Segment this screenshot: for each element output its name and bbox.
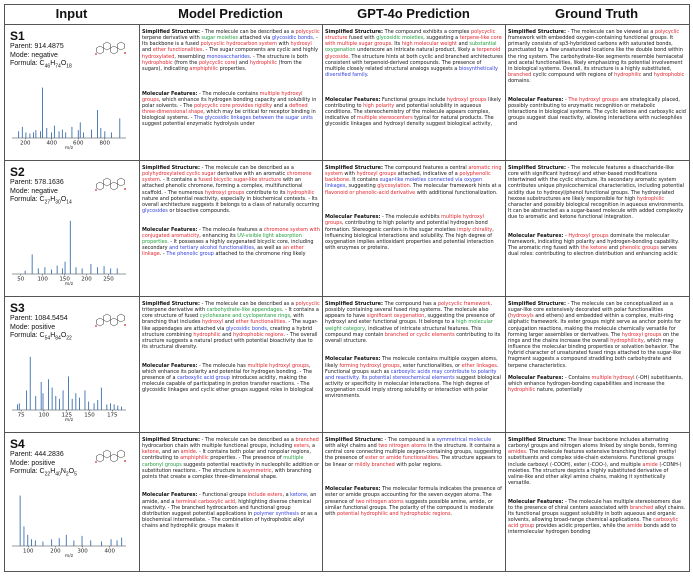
molecular-formula: Formula: $C_{54}H_{84}O_{22}$ bbox=[10, 332, 72, 342]
ion-mode: Mode: positive bbox=[10, 323, 56, 331]
gpt4o-prediction-text: Simplified Structure: The compound has a polycyclic framework, possibly containing several fused ring systems. The molecule also appears to have significant oxygenation, suggesting the presence of hydroxyl and ester functional groups. It belongs to a high molecular weight category, indicative of intricate structural features. This compound may contain branched or cyclic elements contributing to its overall structure. Molecular Features: The molecule contains multiple oxygen atoms, likely forming hydroxyl groups, ester functionalities, or ether linkages. Functional groups such as carboxylic acids may contribute to polarity and reactivity. Its potential stereochemical elements suggest biological activity or specificity in molecular interactions. The high degree of oxygenation could imply strong solubility or interaction with polar environments. bbox=[325, 301, 501, 400]
sample-id: S4 bbox=[10, 437, 25, 451]
x-axis-label: m/z bbox=[64, 418, 74, 423]
sample-id: S1 bbox=[10, 29, 25, 43]
row-divider bbox=[4, 432, 690, 433]
gpt4o-prediction-text: Simplified Structure: The compound features a central aromatic ring system with hydroxyl groups attached, indicative of a polyphenolic backbone. It contains sugar-like moieties connected via oxygen linkages, suggesting glycosylation. The molecular framework hints at a flavonoid or phenolic-acid derivative with additional functionalization. Molecular Features: - The molecule exhibits multiple hydroxyl groups, contributing to high polarity and potential hydrogen bond formation. Stereogenic centers in the sugar moieties imply chirality, influencing biological interactions and solubility. The high degree of oxygenation implies antioxidant properties and potential interaction with enzymes or proteins. bbox=[325, 165, 502, 252]
header-ground-truth: Ground Truth bbox=[554, 6, 639, 21]
x-tick-label: 400 bbox=[104, 548, 115, 555]
oxygen-atom bbox=[95, 53, 97, 55]
oxygen-atom bbox=[95, 189, 97, 191]
molecular-formula: Formula: $C_{22}H_{40}N_2O_5$ bbox=[10, 468, 77, 478]
x-tick-label: 125 bbox=[61, 412, 72, 419]
x-tick-label: 800 bbox=[99, 140, 111, 147]
header-input: Input bbox=[55, 6, 88, 21]
x-axis-label: m/z bbox=[64, 554, 74, 559]
molecule-ring bbox=[111, 46, 118, 54]
molecule-ring bbox=[111, 454, 118, 462]
column-divider bbox=[139, 24, 140, 572]
molecule-ring bbox=[111, 318, 118, 326]
sample-id: S3 bbox=[10, 301, 25, 315]
ion-mode: Mode: negative bbox=[10, 51, 58, 59]
x-tick-label: 100 bbox=[38, 412, 50, 419]
ion-mode: Mode: positive bbox=[10, 459, 56, 467]
x-tick-label: 200 bbox=[20, 140, 31, 147]
model-prediction-text: Simplified Structure: - The molecule can be described as a polycyclic terpene derivative with sugar moieties attached via glycosidic bonds. - Its backbone is a fused polycyclic hydrocarbon system with hydroxyl and ether functionalities. - The sugar components are cyclic and highly hydroxylated, resembling monosaccharides. - The structure is both hydrophobic (from the polycyclic core) and hydrophilic (from the sugars), indicating amphiphilic properties. Molecular Features: - The molecule contains multiple hydroxyl groups, which enhance its hydrogen bonding capacity and solubility in polar solvents. - The polycyclic core provides rigidity and a defined three-dimensional shape, which may be critical for receptor binding in biological systems. - The glycosidic linkages between the sugar units suggest potential enzymatic hydrolysis under bbox=[142, 29, 320, 128]
x-tick-label: 150 bbox=[59, 276, 70, 283]
molecule-ring bbox=[118, 42, 125, 50]
spectrum-plot bbox=[10, 212, 128, 287]
ground-truth-text: Simplified Structure: - The molecule can be viewed as a polycyclic framework with embedded oxygen-containing functional groups. It primarily consists of sp3-hybridized carbons with saturated bonds, punctuated by a few unsaturated locations like the double bond within the ring system. The carbohydrate-like segments resemble hemiacetal and acetal functionalities, likely emphasizing its potential involvement in biological systems. Overall, its structure is a highly substituted, branched cyclic compound with regions of hydrophilic and hydrophobic domains. Molecular Features: - The hydroxyl groups are strategically placed, possibly contributing to enzymatic recognition or metabolic interactions in biological systems. The cyclic ketone and carboxylic acid groups suggest dual reactivity, allowing interactions with nucleophiles and bbox=[508, 29, 686, 128]
mass-spectrum bbox=[10, 484, 128, 559]
gpt4o-prediction-text: Simplified Structure: The compound exhibits a complex polycyclic structure fused with glycosidic moieties, suggesting a terpene-like core with multiple sugar groups. Its high molecular weight and substantial oxygenation underscore an intricate natural product, likely a terpenoid glycoside. The structure hints at both cyclic and branched architectures consistent with terpenoid-derived compounds. The presence of multiple closely related structural analogs suggests a biosynthetically diversified family. Molecular Features: Functional groups include hydroxyl groups likely contributing to high polarity and potential solubility in aqueous conditions. The stereochemistry of the molecule appears complex, indicative of multiple stereocenters typical for natural products. The glycosidic linkages and hydroxyl density suggest biological activity, bbox=[325, 29, 503, 128]
row-divider bbox=[4, 160, 690, 161]
molecule-svg bbox=[92, 446, 130, 468]
x-tick-label: 300 bbox=[77, 548, 88, 555]
spectrum-plot bbox=[10, 348, 128, 423]
molecule-svg bbox=[92, 38, 130, 60]
oxygen-atom bbox=[124, 460, 126, 462]
molecule-ring bbox=[104, 314, 111, 322]
molecule-ring bbox=[111, 182, 118, 190]
molecule-ring bbox=[104, 178, 111, 186]
oxygen-atom bbox=[124, 188, 126, 190]
x-tick-label: 100 bbox=[37, 276, 48, 283]
parent-mass: Parent: 1084.5454 bbox=[10, 315, 68, 322]
molecule-svg bbox=[92, 174, 130, 196]
molecule-structure-image bbox=[92, 446, 130, 468]
x-tick-label: 600 bbox=[73, 140, 84, 147]
model-prediction-text: Simplified Structure: - The molecule can be described as a polycyclic triterpene derivative with carbohydrate-like appendages. - It contains a core structure of fused cyclohexane and cyclopentane rings, with branching that includes hydroxyl and ether functionalities. - The sugar-like appendages are attached via glycosidic bonds, creating a hybrid structure combining hydrophilic and hydrophobic regions. - The overall structure suggests a natural product with potential bioactivity due to its structural diversity. Molecular Features: - The molecule has multiple hydroxyl groups, which enhance its polarity and potential for hydrogen bonding. - The presence of a carboxylic acid group introduces acidity, making the molecule capable of participating in proton transfer reactions. - The glycosidic linkages and cyclic ether groups suggest roles in biological bbox=[142, 301, 320, 394]
x-tick-label: 200 bbox=[81, 276, 92, 283]
molecule-ring bbox=[97, 182, 104, 190]
header-model-prediction: Model Prediction bbox=[178, 6, 283, 21]
ground-truth-text: Simplified Structure: - The molecule can be conceptualized as a sugar-like core extensively decorated with polar functionalities (hydroxyls and ethers) and embedded within a complex, multi-ring aliphatic framework. Its ester groups might serve as anchor points for conjugation reactions, making the molecule chemically versatile for forming larger assemblies or derivatives. The hydroxyl groups on the rings and the chains increase the overall hydrophilicity, which may influence the molecular binding properties or solvation behavior. The hybrid character of unsaturated fused rings attached to the sugar-like fragment suggests a compound straddling both carbohydrate and terpene characteristics. Molecular Features: - Contains multiple hydroxyl (-OH) substituents, which enhance hydrogen-bonding capabilities and increase the hydrophilic nature, potentially bbox=[508, 301, 684, 394]
x-tick-label: 400 bbox=[46, 140, 58, 147]
model-prediction-text: Simplified Structure: - The molecule can be described as a branched hydrocarbon chain with multiple functional groups, including esters, a ketone, and an amide. - It contains both polar and nonpolar regions, contributing to amphiphilic properties. - The presence of multiple carbonyl groups suggests potential reactivity in nucleophilic addition or substitution reactions. - The structure is asymmetric, with branching points that create a complex three-dimensional shape. Molecular Features: - Functional groups include esters, a ketone, an amide, and a terminal carboxylic acid, highlighting diverse chemical reactivity. - The branched hydrocarbon and functional group distribution suggest potential applications in polymer synthesis or as a biochemical intermediate. - The combination of hydrophobic alkyl chains and hydrophilic groups makes it bbox=[142, 437, 320, 530]
molecule-svg bbox=[92, 310, 130, 332]
molecule-structure-image bbox=[92, 310, 130, 332]
molecule-ring bbox=[118, 450, 125, 458]
spectrum-plot bbox=[10, 484, 128, 559]
molecular-formula: Formula: $C_{27}H_{30}O_{14}$ bbox=[10, 196, 72, 206]
x-tick-label: 250 bbox=[103, 276, 114, 283]
sample-id: S2 bbox=[10, 165, 25, 179]
x-tick-label: 100 bbox=[23, 548, 34, 555]
ground-truth-text: Simplified Structure: - The molecule features a disaccharide-like core with significant hydroxyl and ether-based modifications intertwined with the cyclic structure. Its secondary aromatic system contributes unique physicochemical characteristics, including potential acidity due to hydroxyl/phenol functional groups. The hydroxylated hexose substructures are likely responsible for high hydrophilic character and possibly biological recognition in aqueous environments. It can be abstracted as a sugar-based molecule with added complexity due to aromatic and ketone functional integration. Molecular Features: - Hydroxyl groups dominate the molecular framework, indicating high polarity and hydrogen-bonding capability. The aromatic ring fused with the ketone and phenolic groups serves dual roles: contributing to electron distribution and enhancing acidic bbox=[508, 165, 685, 258]
ion-mode: Mode: negative bbox=[10, 187, 58, 195]
molecule-ring bbox=[97, 46, 104, 54]
x-tick-label: 175 bbox=[107, 412, 118, 419]
oxygen-atom bbox=[95, 325, 97, 327]
molecule-structure-image bbox=[92, 174, 130, 196]
row-divider bbox=[4, 296, 690, 297]
ground-truth-text: Simplified Structure: The linear backbone includes alternating carbonyl groups and nitrogen atoms linked by single bonds, forming amides. The molecule features extensive branching through methyl substituents and complex side-chain extensions. Functional groups include carboxyl (-COOH), ester (-COO-), and multiple amide (-CONH-) moieties. The structure depicts a highly substituted derivative of valine-like and other alkyl amino chains, making it synthetically versatile. Molecular Features: - The molecule has multiple stereoisomers due to the presence of chiral centers associated with branched alkyl chains. Its functional groups suggest solubility in both aqueous and organic solvents, allowing broad-range chemical applications. The carboxylic acid group provides acidic properties, while the amide bonds add to intermolecular hydrogen bonding bbox=[508, 437, 686, 536]
molecule-ring bbox=[104, 450, 111, 458]
molecule-ring bbox=[118, 314, 125, 322]
spectrum-plot bbox=[10, 76, 128, 151]
oxygen-atom bbox=[124, 52, 126, 54]
x-tick-label: 150 bbox=[84, 412, 95, 419]
parent-mass: Parent: 444.2836 bbox=[10, 451, 64, 458]
molecular-formula: Formula: $C_{46}H_{74}O_{18}$ bbox=[10, 60, 72, 70]
molecule-ring bbox=[97, 318, 104, 326]
header-divider bbox=[4, 24, 690, 25]
x-tick-label: 50 bbox=[17, 276, 25, 283]
mass-spectrum bbox=[10, 76, 128, 151]
gpt4o-prediction-text: Simplified Structure: - The compound is a symmetrical molecule with alkyl chains and two nitrogen atoms in the structure. It contains a central core connecting multiple oxygen-containing groups, suggesting the presence of ester or amide functionalities. The structure appears to be linear or mildly branched with polar regions. Molecular Features: The molecular formula indicates the presence of ester or amide groups accounting for the seven oxygen atoms. The presence of two nitrogen atoms suggests possible amine, amide, or similar functional groups. The polarity of the compound is moderate with potential hydrophilic and hydrophobic regions. bbox=[325, 437, 503, 517]
molecule-structure-image bbox=[92, 38, 130, 60]
column-divider bbox=[322, 24, 323, 572]
x-axis-label: m/z bbox=[64, 282, 74, 287]
mass-spectrum bbox=[10, 348, 128, 423]
column-divider bbox=[505, 24, 506, 572]
oxygen-atom bbox=[95, 461, 97, 463]
model-prediction-text: Simplified Structure: - The molecule can be described as a polyhydroxylated cyclic sugar derivative with an aromatic chromene system. - It contains a fused bicyclic sugar-like structure with an attached phenolic chromone, forming a complex, multifunctional scaffold. - The numerous hydroxyl groups contribute to its hydrophilic nature and potential reactivity, especially in biochemical contexts. - Its overall architecture suggests it belongs to a class of naturally occurring glycosides or bioactive compounds. Molecular Features: - The molecule features a chromone system with conjugated aromaticity, enhancing its UV-visible light absorption properties. - It possesses a highly oxygenated bicyclic core, including secondary and tertiary alcohol functionalities, as well as an ether linkage. - The phenolic group attached to the chromone ring likely bbox=[142, 165, 320, 258]
mass-spectrum bbox=[10, 212, 128, 287]
molecule-ring bbox=[118, 178, 125, 186]
oxygen-atom bbox=[124, 324, 126, 326]
parent-mass: Parent: 578.1636 bbox=[10, 179, 64, 186]
parent-mass: Parent: 914.4875 bbox=[10, 43, 64, 50]
molecule-ring bbox=[104, 42, 111, 50]
x-tick-label: 200 bbox=[50, 548, 61, 555]
header-gpt4o-prediction: GPT-4o Prediction bbox=[357, 6, 470, 21]
x-tick-label: 75 bbox=[17, 412, 25, 419]
molecule-ring bbox=[97, 454, 104, 462]
x-axis-label: m/z bbox=[64, 146, 74, 151]
